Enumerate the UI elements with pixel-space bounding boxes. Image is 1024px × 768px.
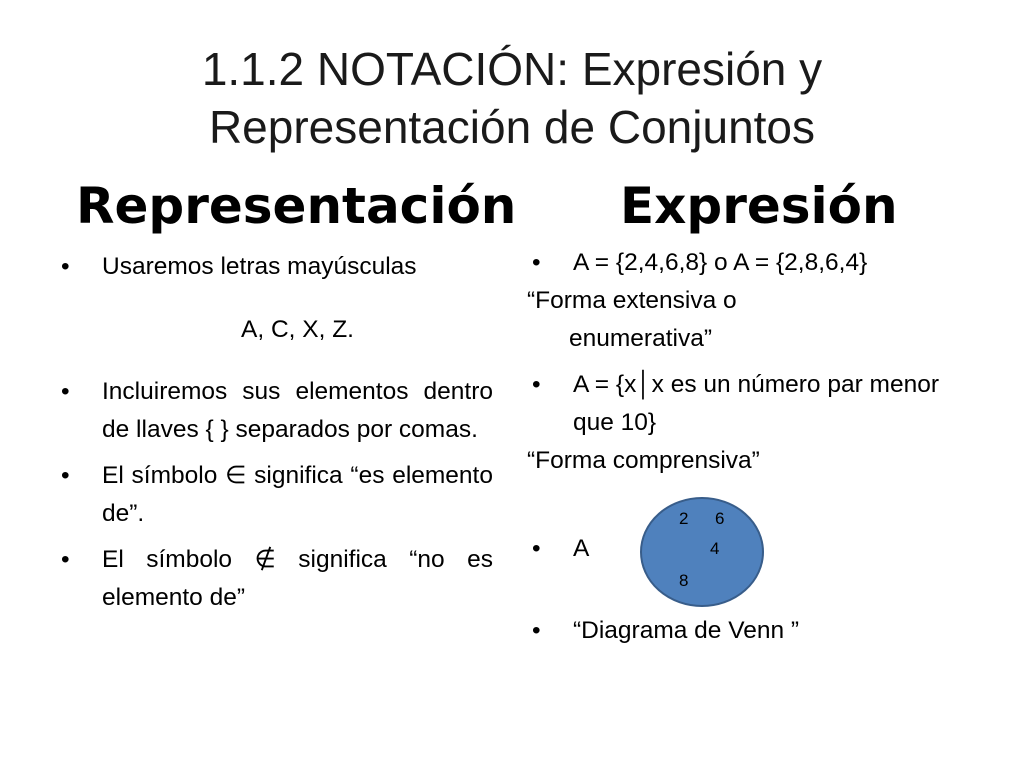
venn-element-4: 4 xyxy=(710,539,720,558)
venn-svg xyxy=(639,496,765,608)
bullet-venn-diagram: • “Diagrama de Venn ” xyxy=(527,612,967,650)
expression-column xyxy=(527,244,967,650)
note-comprehensive: “Forma comprensiva” xyxy=(527,447,760,474)
venn-diagram xyxy=(639,496,765,608)
bullet-comprehensive-set: • A = {x│x es un número par menor que 10} xyxy=(527,366,967,442)
bullet-extensive-set: • A = {2,4,6,8} o A = {2,8,6,4} xyxy=(527,244,967,282)
bullet-not-element-of: • El símbolo ∉ significa “no es elemento de” xyxy=(56,541,493,617)
representation-column xyxy=(56,248,493,617)
bullet-element-of: • El símbolo ∈ significa “es elemento de”. xyxy=(56,457,493,533)
bullet-uppercase-letters: • Usaremos letras mayúsculas xyxy=(56,248,493,286)
expression-heading: Expresión xyxy=(620,177,898,235)
venn-element-8: 8 xyxy=(679,571,689,590)
letter-examples: A, C, X, Z. xyxy=(241,315,354,343)
venn-element-2: 2 xyxy=(679,509,689,528)
venn-element-6: 6 xyxy=(715,509,725,528)
slide-title xyxy=(80,40,944,156)
title-line-2: Representación de Conjuntos xyxy=(208,101,816,153)
venn-row xyxy=(527,502,967,612)
note-extensive-line-2: enumerativa” xyxy=(569,325,712,352)
title-line-1: 1.1.2 NOTACIÓN: Expresión y xyxy=(201,43,823,95)
note-extensive-line-1: “Forma extensiva o xyxy=(527,287,737,314)
bullet-braces: • Incluiremos sus elementos dentro de llaves { } separados por comas. xyxy=(56,373,493,449)
venn-circle xyxy=(641,498,763,606)
bullet-set-a: • A xyxy=(527,530,589,568)
representation-heading: Representación xyxy=(76,177,517,235)
